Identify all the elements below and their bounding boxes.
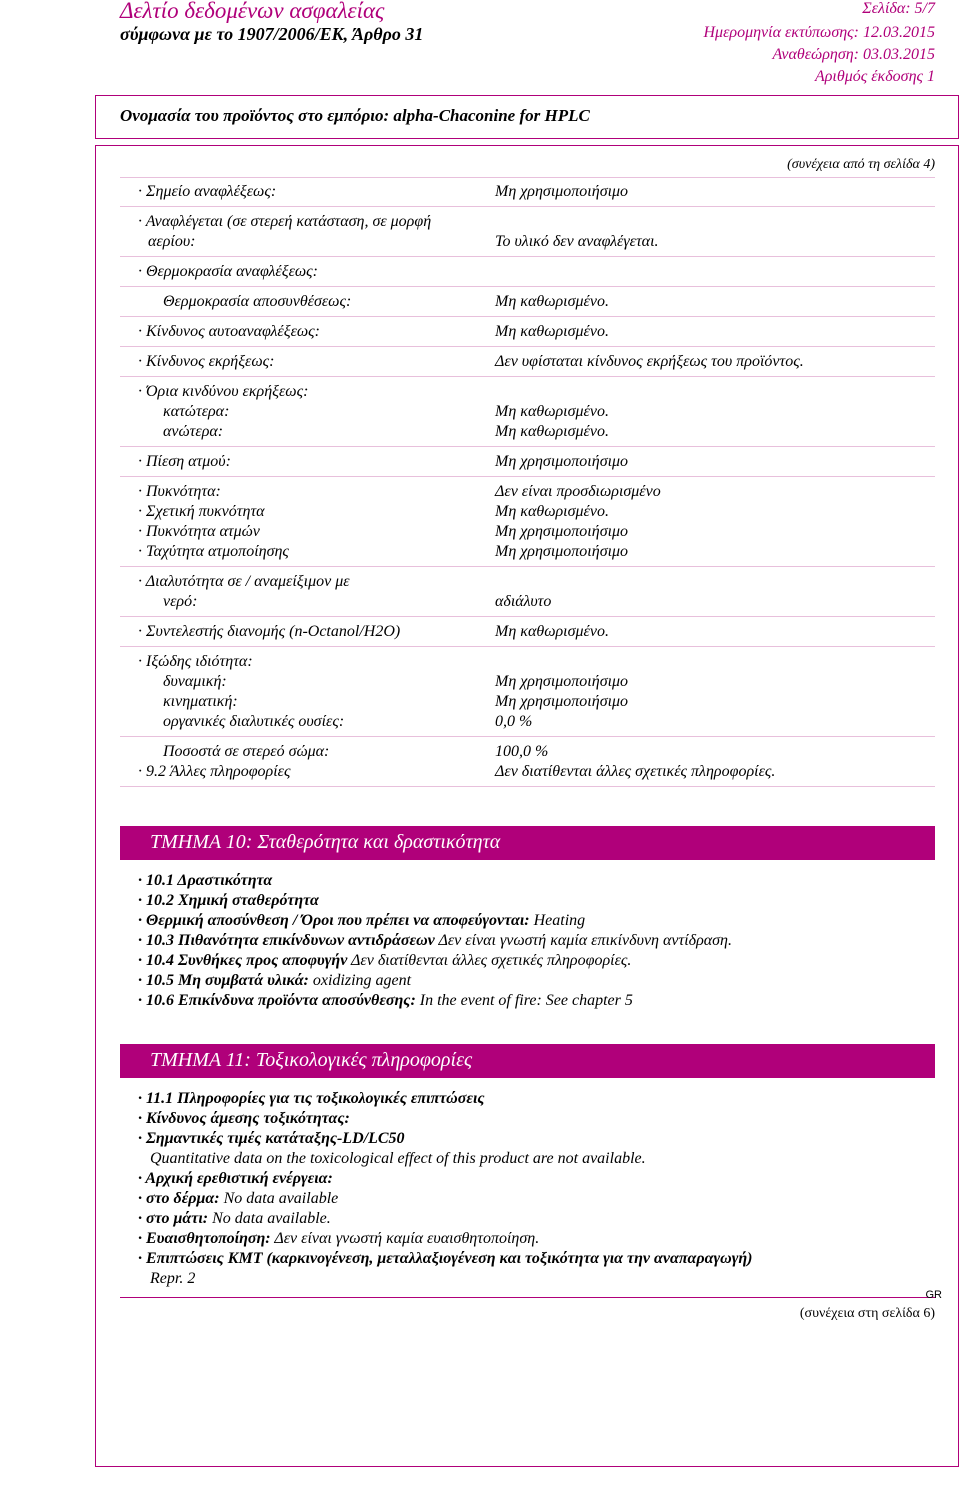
section-11-title: ΤΜΗΜΑ 11: Τοξικολογικές πληροφορίες [150,1049,473,1071]
property-label: · Συντελεστής διανομής (n-Octanol/H2O) [138,623,401,640]
property-value: Μη χρησιμοποιήσιμο [495,183,629,200]
print-date: Ημερομηνία εκτύπωσης: 12.03.2015 [703,24,935,41]
footer-divider [120,1297,935,1298]
property-value: Μη χρησιμοποιήσιμο [495,673,629,690]
property-label: · Όρια κινδύνου εκρήξεως: [138,383,309,400]
section-line: Quantitative data on the toxicological effect of this product are not available. [150,1150,646,1167]
section-line: · 10.2 Χημική σταθερότητα [138,892,319,909]
property-value: Μη καθωρισμένο. [495,423,609,440]
property-label: Θερμοκρασία αποσυνθέσεως: [163,293,352,310]
property-label: κινηματική: [163,693,238,710]
document-subtitle: σύμφωνα με το 1907/2006/ΕΚ, Άρθρο 31 [120,24,424,44]
section-line: · 10.5 Μη συμβατά υλικά: oxidizing agent [138,972,412,989]
section-line: · Σημαντικές τιμές κατάταξης-LD/LC50 [138,1130,405,1147]
property-value: Το υλικό δεν αναφλέγεται. [495,233,659,250]
property-label: · Πυκνότητα ατμών [138,523,260,540]
property-value: Μη καθωρισμένο. [495,403,609,420]
section-line: · 10.4 Συνθήκες προς αποφυγήν Δεν διατίθενται άλλες σχετικές πληροφορίες. [138,952,632,969]
language-code: GR [925,1289,942,1301]
property-label: · Κίνδυνος εκρήξεως: [138,353,275,370]
property-label: · Ταχύτητα ατμοποίησης [138,543,289,560]
section-10-title: ΤΜΗΜΑ 10: Σταθερότητα και δραστικότητα [150,831,501,853]
section-line: · στο δέρμα: No data available [138,1190,339,1207]
section-10-header [120,826,935,860]
property-value: Μη καθωρισμένο. [495,503,609,520]
continued-from: (συνέχεια από τη σελίδα 4) [787,157,935,172]
version-number: Αριθμός έκδοσης 1 [814,68,935,85]
property-label-cont: νερό: [163,593,198,610]
product-name: Ονομασία του προϊόντος στο εμπόριο: alpha-Chaconine for HPLC [120,106,590,125]
property-value: Μη καθωρισμένο. [495,293,609,310]
section-line: · Αρχική ερεθιστική ενέργεια: [138,1170,333,1187]
property-value: Μη καθωρισμένο. [495,623,609,640]
section-line: · 11.1 Πληροφορίες για τις τοξικολογικές επιπτώσεις [138,1090,485,1107]
section-line: · Θερμική αποσύνθεση / Όροι που πρέπει να αποφεύγονται: Heating [138,912,586,929]
revision-date: Αναθεώρηση: 03.03.2015 [772,46,935,63]
continued-to: (συνέχεια στη σελίδα 6) [799,1306,935,1321]
property-label: Ποσοστά σε στερεό σώμα: [163,743,330,760]
section-line: · Κίνδυνος άμεσης τοξικότητας: [138,1110,350,1127]
document-title: Δελτίο δεδομένων ασφαλείας [120,0,385,23]
page-number: Σελίδα: 5/7 [862,0,935,17]
property-label: · Ιξώδης ιδιότητα: [138,653,253,670]
property-label: · Διαλυτότητα σε / αναμείξιμον με [138,573,350,590]
property-value: Μη χρησιμοποιήσιμο [495,523,629,540]
property-label: · Σημείο αναφλέξεως: [138,183,277,200]
property-label: · Σχετική πυκνότητα [138,503,265,520]
property-label: · Πίεση ατμού: [138,453,231,470]
section-11-header [120,1044,935,1078]
section-line: · 10.6 Επικίνδυνα προϊόντα αποσύνθεσης: In the event of fire: See chapter 5 [138,992,633,1009]
section-line: · 10.1 Δραστικότητα [138,872,273,889]
property-value: αδιάλυτο [495,593,552,610]
content-frame [95,145,959,1467]
property-value: Μη χρησιμοποιήσιμο [495,693,629,710]
section-line: · στο μάτι: No data available. [138,1210,331,1227]
property-label: ανώτερα: [163,423,224,440]
property-label: · Θερμοκρασία αναφλέξεως: [138,263,318,280]
property-label: · Αναφλέγεται (σε στερεή κατάσταση, σε μορφή [138,213,432,230]
property-value: 0,0 % [495,713,533,730]
property-value: Δεν διατίθενται άλλες σχετικές πληροφορίες. [495,763,776,780]
property-value: Μη χρησιμοποιήσιμο [495,543,629,560]
property-value: Μη χρησιμοποιήσιμο [495,453,629,470]
property-label: · Πυκνότητα: [138,483,221,500]
property-label: οργανικές διαλυτικές ουσίες: [163,713,345,730]
property-label: δυναμική: [163,673,227,690]
property-value: Δεν είναι προσδιωρισμένο [495,483,661,500]
property-value: 100,0 % [495,743,549,760]
property-label: · Κίνδυνος αυτοαναφλέξεως: [138,323,320,340]
section-line: · Επιπτώσεις ΚΜΤ (καρκινογένεση, μεταλλαξιογένεση και τοξικότητα για την αναπαραγωγή) [138,1250,753,1267]
property-value: Δεν υφίσταται κίνδυνος εκρήξεως του προϊόντος. [495,353,804,370]
section-line: · 10.3 Πιθανότητα επικίνδυνων αντιδράσεων Δεν είναι γνωστή καμία επικίνδυνη αντίδραση. [138,932,732,949]
section-line: Repr. 2 [150,1270,196,1287]
property-value: Μη καθωρισμένο. [495,323,609,340]
property-label: · 9.2 Άλλες πληροφορίες [138,763,291,780]
property-label: κατώτερα: [163,403,230,420]
property-label-cont: αερίου: [148,233,196,250]
section-line: · Ευαισθητοποίηση: Δεν είναι γνωστή καμία ευαισθητοποίηση. [138,1230,540,1247]
